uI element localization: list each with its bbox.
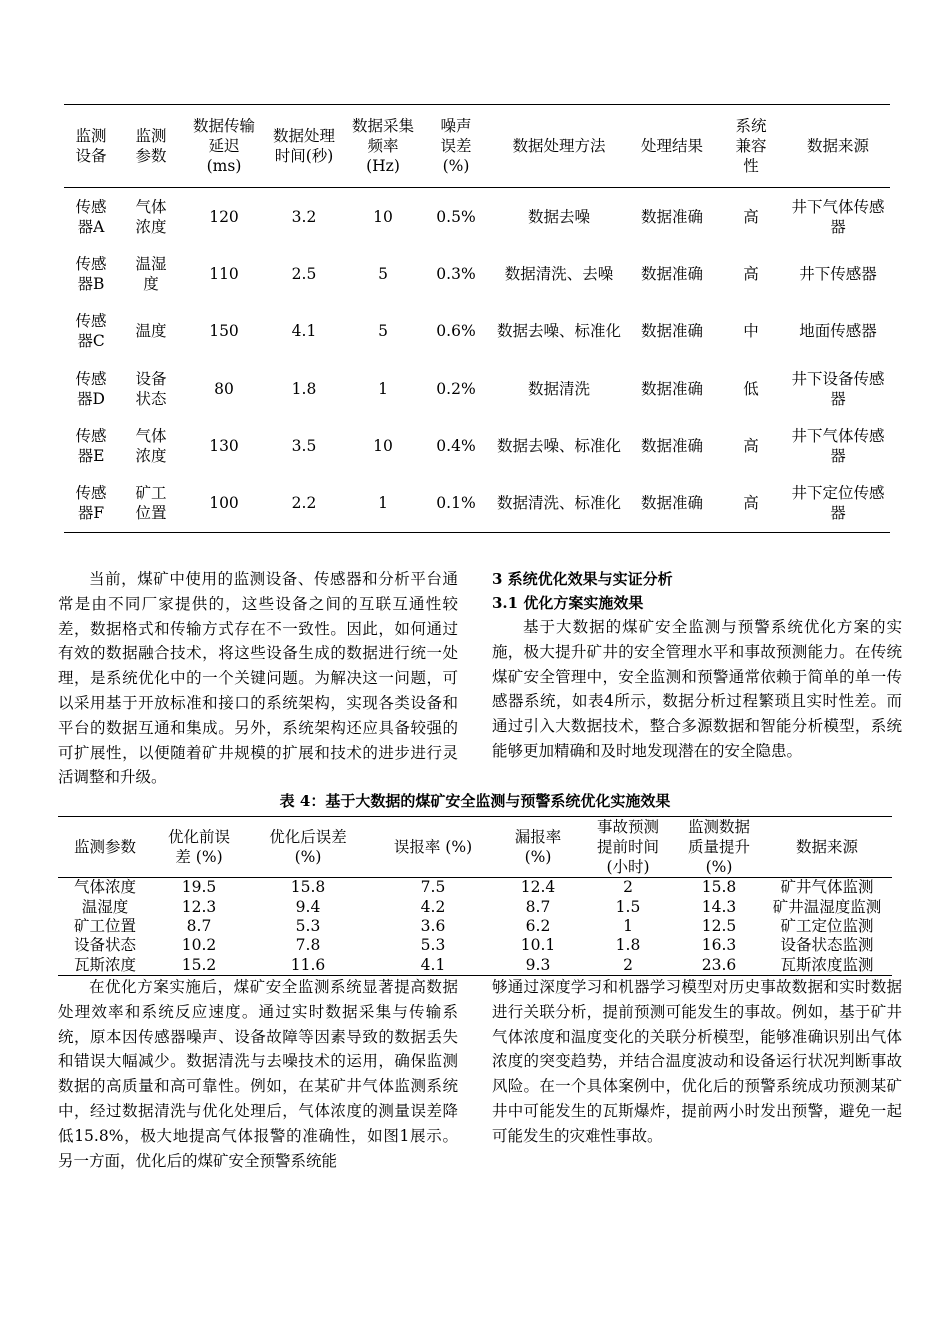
table1-cell: 0.5% [436,207,476,226]
table1-cell: 气体浓度 [135,197,167,236]
table1-cell: 高 [743,436,759,455]
table1-cell: 数据去噪 [527,207,590,226]
table-row [64,303,890,360]
table2-cell: 15.2 [181,955,217,974]
table1-cell: 4.1 [291,322,317,341]
table1-cell: 温湿度 [135,254,167,293]
table1-cell: 1 [378,379,388,398]
table1-cell: 130 [209,436,239,455]
table1-cell: 数据准确 [640,494,703,513]
table1-header: 系统兼容性 [716,105,786,188]
table1-cell: 传感器D [75,369,107,408]
table1-cell: 10 [373,436,393,455]
table2-header-row [58,817,892,878]
table2-cell: 12.5 [701,916,737,935]
table2-cell: 2 [623,878,633,897]
table2-cell: 瓦斯浓度监测 [780,955,874,974]
table2-cell: 6.2 [525,916,551,935]
table-row [64,245,890,302]
table1-cell: 1.8 [291,379,317,398]
table1-cell: 3.2 [291,207,317,226]
right-column-top [492,567,902,764]
table2-cell: 14.3 [701,897,737,916]
table-row [64,417,890,474]
table1-cell: 2.2 [291,494,317,513]
table2-cell: 23.6 [701,955,737,974]
table1-cell: 矿工位置 [135,484,167,523]
table-row [58,917,892,936]
table1-cell: 110 [209,264,239,283]
table2-cell: 15.8 [290,878,326,897]
table1-cell: 高 [743,264,759,283]
table2-header: 事故预测提前时间 (小时) [580,817,676,878]
table1-cell: 数据准确 [640,379,703,398]
section-heading: 3 系统优化效果与实证分析 [492,570,673,588]
sensor-comparison-table [64,104,890,533]
table2-cell: 矿井气体监测 [780,878,874,897]
table1-cell: 150 [209,322,239,341]
table2-header: 漏报率 (%) [496,817,580,878]
table1-cell: 传感器C [75,312,107,351]
table2-cell: 5.3 [420,936,446,955]
table1-header-row [64,105,890,188]
table2-header: 优化后误差 (%) [246,817,370,878]
body-paragraph-right-2: 够通过深度学习和机器学习模型对历史事故数据和实时数据进行关联分析，提前预测可能发生的事故。例如，基于矿井气体浓度和温度变化的关联分析模型，能够准确识别出气体浓度的突变趋势，并结合温度波动和设备运行状况判断事故风险。在一个具体案例中，优化后的预警系统成功预测某矿井中可能发生的瓦斯爆炸，提前两小时发出预警，避免一起可能发生的灾难性事故。 [492,978,902,1145]
table1-cell: 1 [378,494,388,513]
table2-cell: 15.8 [701,878,737,897]
table1-cell: 100 [209,494,239,513]
table2-cell: 11.6 [290,955,326,974]
table2-cell: 3.6 [420,916,446,935]
table1-header: 数据处理时间(秒) [264,105,344,188]
table2-cell: 5.3 [295,916,321,935]
table2-cell: 4.2 [420,897,446,916]
table1-cell: 0.3% [436,264,476,283]
table1-cell: 低 [743,379,759,398]
body-paragraph-right-1: 基于大数据的煤矿安全监测与预警系统优化方案的实施，极大提升矿井的安全管理水平和事故预测能力。在传统煤矿安全管理中，安全监测和预警通常依赖于简单的单一传感器系统，如表4所示，数据分析过程繁琐且实时性差。而通过引入大数据技术，整合多源数据和智能分析模型，系统能够更加精确和及时地发现潜在的安全隐患。 [492,618,902,760]
table1-cell: 数据去噪、标准化 [496,322,621,341]
table1-cell: 2.5 [291,264,317,283]
table1-cell: 0.4% [436,436,476,455]
table1-cell: 高 [743,494,759,513]
table1-cell: 数据清洗、去噪 [504,264,614,283]
table2-cell: 设备状态监测 [780,936,874,955]
table2-cell: 1.8 [615,936,641,955]
table2-header: 监测数据质量提升 (%) [676,817,762,878]
table2-cell: 8.7 [186,916,212,935]
optimization-results-table [58,816,892,976]
table-row [64,360,890,417]
table1-cell: 120 [209,207,239,226]
table-row [58,956,892,976]
table1-cell: 传感器B [75,254,107,293]
table2-cell: 矿工定位监测 [780,916,874,935]
table1-cell: 10 [373,207,393,226]
table2-cell: 矿工位置 [73,916,136,935]
table2-cell: 2 [623,955,633,974]
table2-cell: 9.4 [295,897,321,916]
table2-cell: 9.3 [525,955,551,974]
table1-cell: 数据准确 [640,436,703,455]
table2-cell: 矿井温湿度监测 [772,897,882,916]
table1-cell: 中 [743,322,759,341]
table2-cell: 1.5 [615,897,641,916]
table1-cell: 井下传感器 [799,264,877,283]
table2-header: 误报率 (%) [370,817,496,878]
table1-cell: 井下定位传感器 [791,484,885,523]
table-caption: 表 4：基于大数据的煤矿安全监测与预警系统优化实施效果 [279,792,671,810]
table1-cell: 传感器E [75,426,107,465]
table1-header: 数据采集频率(Hz) [344,105,422,188]
body-paragraph-left-2: 在优化方案实施后，煤矿安全监测系统显著提高数据处理效率和系统反应速度。通过实时数据采集与传输系统，原本因传感器噪声、设备故障等因素导致的数据丢失和错误大幅减少。数据清洗与去噪技术的运用，确保监测数据的高质量和高可靠性。例如，在某矿井气体监测系统中，经过数据清洗与优化处理后，气体浓度的测量误差降低15.8%，极大地提高气体报警的准确性，如图1展示。另一方面，优化后的煤矿安全预警系统能 [58,978,458,1170]
table2-cell: 16.3 [701,936,737,955]
table1-cell: 温度 [135,322,167,341]
table1-cell: 5 [378,264,388,283]
table2-cell: 设备状态 [73,936,136,955]
table2-cell: 1 [623,916,633,935]
table1-header: 处理结果 [628,105,716,188]
table2-header: 数据来源 [762,817,892,878]
table1-header: 数据传输延迟(ms) [184,105,264,188]
table1-cell: 地面传感器 [799,322,877,341]
table1-cell: 数据去噪、标准化 [496,436,621,455]
table2-cell: 7.8 [295,936,321,955]
table-row [58,936,892,955]
table1-header: 噪声误差(%) [422,105,490,188]
table2-cell: 4.1 [420,955,446,974]
table1-cell: 高 [743,207,759,226]
table1-cell: 井下设备传感器 [791,369,885,408]
table1-cell: 0.6% [436,322,476,341]
table2-cell: 瓦斯浓度 [73,955,136,974]
table2-header: 优化前误差 (%) [152,817,246,878]
table1-cell: 3.5 [291,436,317,455]
table2-header: 监测参数 [58,817,152,878]
table1-header: 数据来源 [786,105,890,188]
table1-header: 数据处理方法 [490,105,628,188]
table1-cell: 0.2% [436,379,476,398]
table1-cell: 气体浓度 [135,426,167,465]
table2-cell: 10.1 [520,936,556,955]
table-row [58,897,892,916]
table1-cell: 传感器A [75,197,107,236]
table2-cell: 19.5 [181,878,217,897]
table1-cell: 井下气体传感器 [791,426,885,465]
table-row [64,474,890,532]
table2-cell: 7.5 [420,878,446,897]
table1-header: 监测设备 [64,105,124,188]
table1-cell: 传感器F [75,484,107,523]
table1-cell: 0.1% [436,494,476,513]
table2-cell: 8.7 [525,897,551,916]
table2-cell: 12.4 [520,878,556,897]
table2-cell: 气体浓度 [73,878,136,897]
table1-cell: 井下气体传感器 [791,197,885,236]
table2-cell: 12.3 [181,897,217,916]
table-row [58,878,892,898]
table1-cell: 5 [378,322,388,341]
table1-cell: 数据准确 [640,207,703,226]
table1-cell: 数据准确 [640,264,703,283]
table2-cell: 温湿度 [81,897,129,916]
table2-cell: 10.2 [181,936,217,955]
body-paragraph-left-1: 当前，煤矿中使用的监测设备、传感器和分析平台通常是由不同厂家提供的，这些设备之间的互联互通性较差，数据格式和传输方式存在不一致性。因此，如何通过有效的数据融合技术，将这些设备生成的数据进行统一处理，是系统优化中的一个关键问题。为解决这一问题，可以采用基于开放标准和接口的系统架构，实现各类设备和平台的数据互通和集成。另外，系统架构还应具备较强的可扩展性，以便随着矿井规模的扩展和技术的进步进行灵活调整和升级。 [58,570,458,787]
table1-cell: 80 [214,379,234,398]
table1-cell: 设备状态 [135,369,167,408]
table1-cell: 数据清洗 [527,379,590,398]
table-row [64,188,890,246]
table1-cell: 数据准确 [640,322,703,341]
table1-cell: 数据清洗、标准化 [496,494,621,513]
subsection-heading: 3.1 优化方案实施效果 [492,594,644,612]
table1-header: 监测参数 [124,105,184,188]
